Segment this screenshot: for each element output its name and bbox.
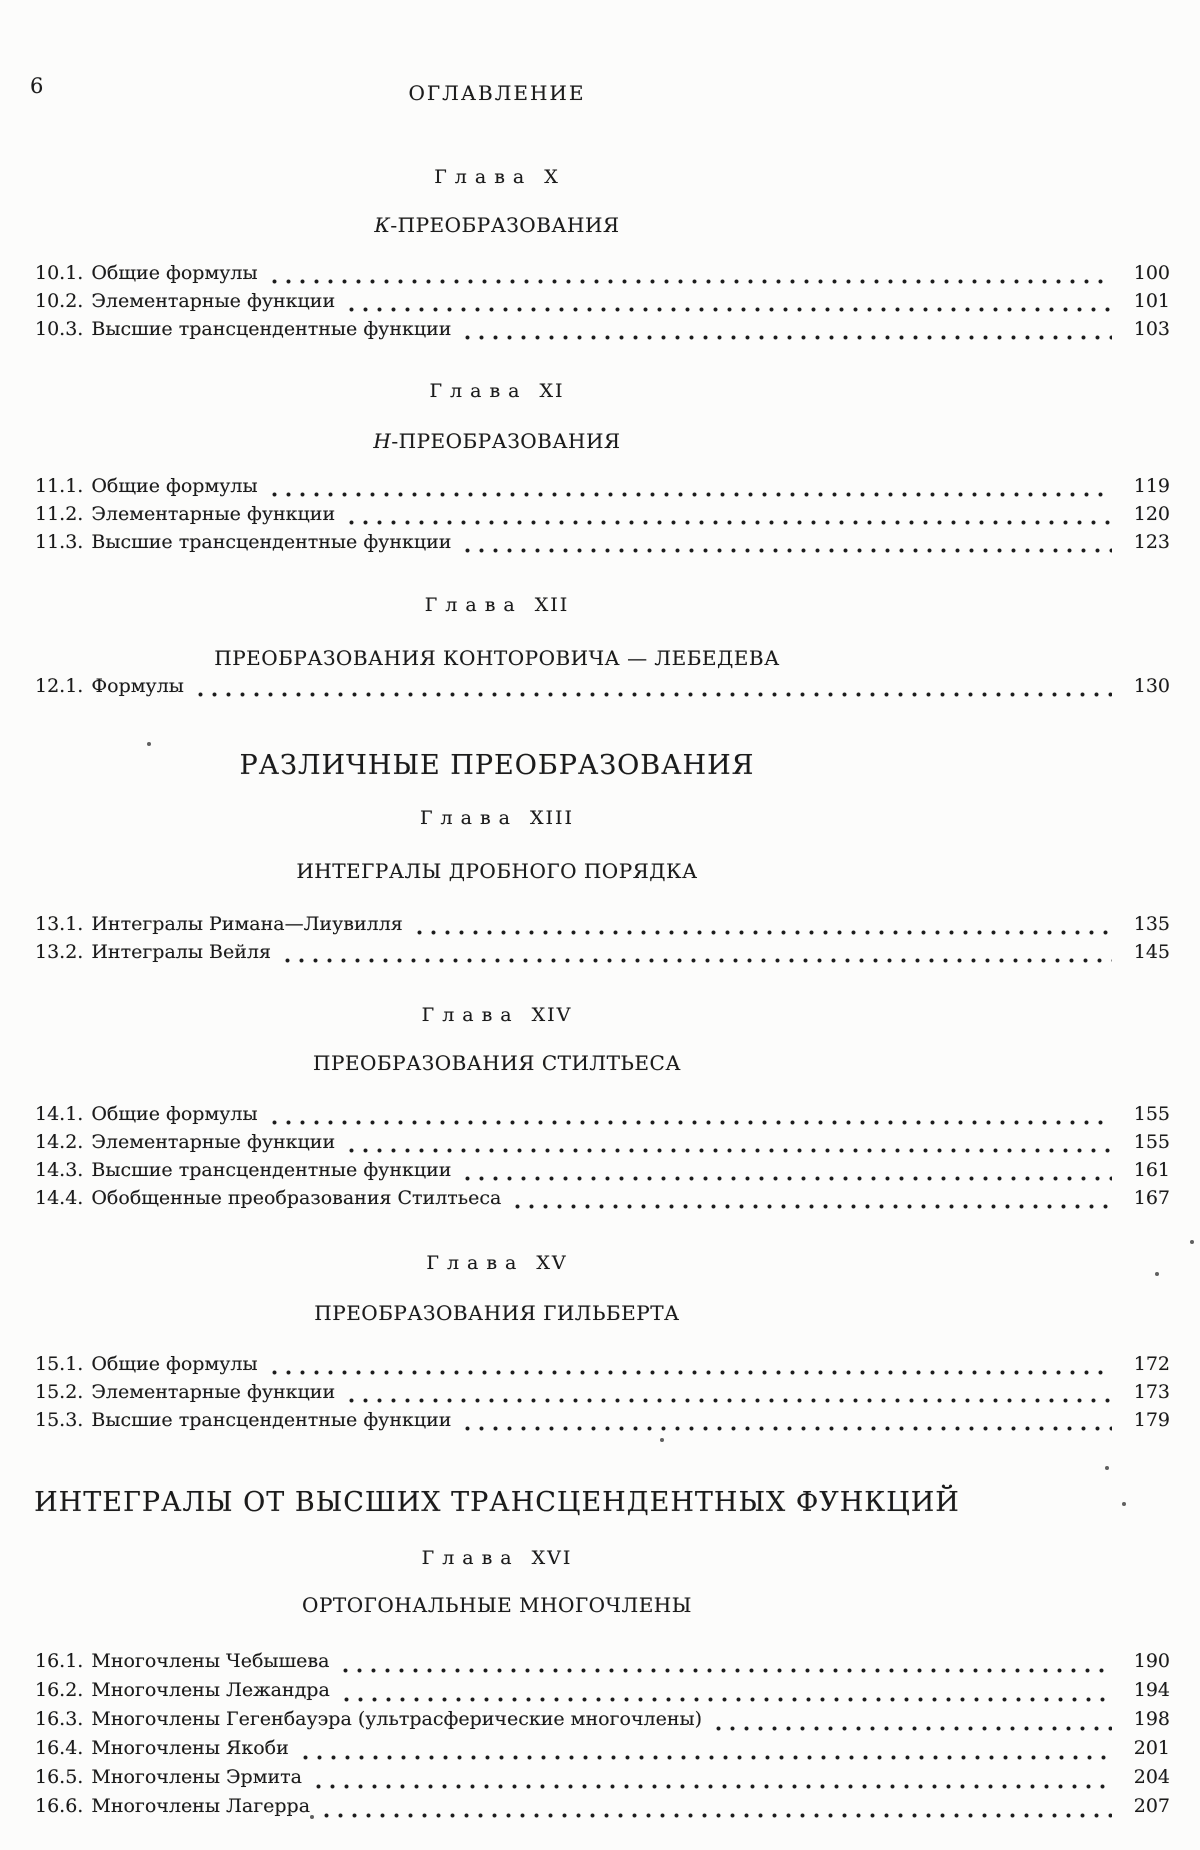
chapter-numeral: XVI <box>531 1547 573 1569</box>
entry-number: 14.4. <box>35 1187 84 1209</box>
toc-entry <box>35 318 1170 346</box>
dot-leader <box>272 492 1112 497</box>
part-title: РАЗЛИЧНЫЕ ПРЕОБРАЗОВАНИЯ <box>239 750 755 781</box>
toc-entry <box>35 1766 1170 1795</box>
entry-number: 16.3. <box>35 1708 84 1730</box>
toc-entry <box>35 1381 1170 1409</box>
entry-page: 194 <box>1133 1679 1170 1701</box>
chapter-heading <box>0 164 994 190</box>
scan-speck <box>1155 1272 1159 1276</box>
dot-leader <box>465 335 1112 340</box>
dot-leader <box>344 1697 1112 1702</box>
chapter-title: Н-ПРЕОБРАЗОВАНИЯ <box>373 429 621 453</box>
dot-leader <box>465 548 1112 553</box>
entry-number: 14.1. <box>35 1103 84 1125</box>
entry-title: Интегралы Римана—Лиувилля <box>91 913 403 935</box>
entry-title: Высшие трансцендентные функции <box>91 318 452 340</box>
entry-group <box>35 475 1170 559</box>
scan-speck <box>1190 1240 1194 1244</box>
entry-number: 11.2. <box>35 503 84 525</box>
entry-title: Элементарные функции <box>91 290 336 312</box>
entry-page: 161 <box>1133 1159 1170 1181</box>
dot-leader <box>349 1398 1112 1403</box>
dot-leader <box>285 958 1112 963</box>
entry-number: 16.4. <box>35 1737 84 1759</box>
dot-leader <box>465 1426 1112 1431</box>
chapter-numeral: XIII <box>529 807 575 829</box>
chapter-numeral: X <box>544 166 560 188</box>
dot-leader <box>198 692 1112 697</box>
toc-entry <box>35 941 1170 969</box>
entry-group <box>35 1103 1170 1215</box>
entry-title: Многочлены Лежандра <box>91 1679 330 1701</box>
entry-number: 11.1. <box>35 475 84 497</box>
entry-page: 100 <box>1133 262 1170 284</box>
chapter-label: Глава <box>421 1547 520 1569</box>
entry-page: 179 <box>1133 1409 1170 1431</box>
entry-title: Обобщенные преобразования Стилтьеса <box>91 1187 502 1209</box>
entry-title: Многочлены Лагерра <box>91 1795 311 1817</box>
entry-title: Многочлены Эрмита <box>91 1766 302 1788</box>
entry-number: 10.1. <box>35 262 84 284</box>
chapter-heading <box>0 592 994 618</box>
entry-number: 14.3. <box>35 1159 84 1181</box>
toc-entry <box>35 913 1170 941</box>
entry-page: 119 <box>1133 475 1170 497</box>
entry-number: 15.3. <box>35 1409 84 1431</box>
entry-title: Интегралы Вейля <box>91 941 271 963</box>
entry-group <box>35 1650 1170 1824</box>
dot-leader <box>272 279 1112 284</box>
entry-title: Многочлены Гегенбауэра (ультрасферические многочлены) <box>91 1708 703 1730</box>
toc-entry <box>35 1650 1170 1679</box>
scan-speck <box>1122 1502 1126 1506</box>
chapter-label: Глава <box>429 380 528 402</box>
entry-number: 10.3. <box>35 318 84 340</box>
dot-leader <box>349 307 1112 312</box>
entry-group <box>35 1353 1170 1437</box>
dot-leader <box>303 1755 1112 1760</box>
entry-page: 207 <box>1133 1795 1170 1817</box>
entry-group <box>35 913 1170 969</box>
scan-speck <box>310 1815 314 1819</box>
dot-leader <box>349 520 1112 525</box>
chapter-title: К-ПРЕОБРАЗОВАНИЯ <box>374 213 620 237</box>
chapter-numeral: XII <box>534 594 570 616</box>
chapter-label: Глава <box>424 594 523 616</box>
entry-title: Элементарные функции <box>91 1381 336 1403</box>
entry-number: 11.3. <box>35 531 84 553</box>
chapter-label: Глава <box>426 1252 525 1274</box>
entry-title: Высшие трансцендентные функции <box>91 531 452 553</box>
entry-title: Многочлены Чебышева <box>91 1650 330 1672</box>
entry-number: 13.2. <box>35 941 84 963</box>
entry-number: 14.2. <box>35 1131 84 1153</box>
entry-page: 167 <box>1133 1187 1170 1209</box>
entry-page: 201 <box>1133 1737 1170 1759</box>
entry-number: 10.2. <box>35 290 84 312</box>
dot-leader <box>316 1784 1112 1789</box>
entry-page: 135 <box>1133 913 1170 935</box>
toc-entry <box>35 1795 1170 1824</box>
scan-speck <box>147 742 151 746</box>
chapter-title: ПРЕОБРАЗОВАНИЯ ГИЛЬБЕРТА <box>314 1301 680 1325</box>
chapter-heading <box>0 1545 994 1571</box>
entry-page: 145 <box>1133 941 1170 963</box>
chapter-title: ИНТЕГРАЛЫ ДРОБНОГО ПОРЯДКА <box>296 859 698 883</box>
toc-entry <box>35 1679 1170 1708</box>
toc-entry <box>35 675 1170 703</box>
toc-entry <box>35 475 1170 503</box>
toc-entry <box>35 290 1170 318</box>
part-title: ИНТЕГРАЛЫ ОТ ВЫСШИХ ТРАНСЦЕНДЕНТНЫХ ФУНКЦИЙ <box>34 1487 960 1518</box>
entry-title: Высшие трансцендентные функции <box>91 1159 452 1181</box>
dot-leader <box>349 1148 1112 1153</box>
entry-page: 155 <box>1133 1131 1170 1153</box>
toc-entry <box>35 503 1170 531</box>
chapter-label: Глава <box>421 1004 520 1026</box>
toc-entry <box>35 1131 1170 1159</box>
entry-title: Формулы <box>91 675 184 697</box>
entry-page: 204 <box>1133 1766 1170 1788</box>
page-number: 6 <box>30 74 44 98</box>
toc-entry <box>35 531 1170 559</box>
chapter-numeral: XIV <box>531 1004 573 1026</box>
entry-title: Общие формулы <box>91 1353 258 1375</box>
entry-page: 130 <box>1133 675 1170 697</box>
dot-leader <box>324 1813 1112 1818</box>
scan-speck <box>660 1438 664 1442</box>
toc-entry <box>35 262 1170 290</box>
entry-group <box>35 675 1170 703</box>
toc-entry <box>35 1409 1170 1437</box>
chapter-heading <box>0 1250 994 1276</box>
entry-number: 16.2. <box>35 1679 84 1701</box>
chapter-title: ПРЕОБРАЗОВАНИЯ СТИЛТЬЕСА <box>313 1051 681 1075</box>
entry-number: 15.2. <box>35 1381 84 1403</box>
toc-entry <box>35 1103 1170 1131</box>
chapter-title: ОРТОГОНАЛЬНЫЕ МНОГОЧЛЕНЫ <box>302 1593 692 1617</box>
dot-leader <box>465 1176 1112 1181</box>
entry-title: Элементарные функции <box>91 1131 336 1153</box>
dot-leader <box>716 1726 1112 1731</box>
entry-title: Элементарные функции <box>91 503 336 525</box>
entry-page: 172 <box>1133 1353 1170 1375</box>
entry-number: 16.1. <box>35 1650 84 1672</box>
running-head: ОГЛАВЛЕНИЕ <box>408 81 586 105</box>
chapter-numeral: XV <box>536 1252 568 1274</box>
entry-number: 15.1. <box>35 1353 84 1375</box>
chapter-label: Глава <box>419 807 518 829</box>
entry-page: 103 <box>1133 318 1170 340</box>
toc-entry <box>35 1708 1170 1737</box>
entry-page: 173 <box>1133 1381 1170 1403</box>
entry-title: Многочлены Якоби <box>91 1737 289 1759</box>
chapter-heading <box>0 378 994 404</box>
chapter-label: Глава <box>434 166 533 188</box>
toc-entry <box>35 1353 1170 1381</box>
chapter-heading <box>0 1002 994 1028</box>
entry-page: 198 <box>1133 1708 1170 1730</box>
entry-page: 120 <box>1133 503 1170 525</box>
toc-entry <box>35 1737 1170 1766</box>
scan-speck <box>1105 1466 1109 1470</box>
entry-title: Общие формулы <box>91 475 258 497</box>
dot-leader <box>343 1668 1112 1673</box>
entry-number: 13.1. <box>35 913 84 935</box>
entry-number: 16.6. <box>35 1795 84 1817</box>
dot-leader <box>515 1204 1112 1209</box>
entry-number: 12.1. <box>35 675 84 697</box>
toc-entry <box>35 1187 1170 1215</box>
entry-page: 190 <box>1133 1650 1170 1672</box>
entry-number: 16.5. <box>35 1766 84 1788</box>
entry-title: Общие формулы <box>91 1103 258 1125</box>
entry-page: 101 <box>1133 290 1170 312</box>
chapter-numeral: XI <box>539 380 565 402</box>
dot-leader <box>272 1370 1112 1375</box>
toc-entry <box>35 1159 1170 1187</box>
entry-title: Высшие трансцендентные функции <box>91 1409 452 1431</box>
entry-page: 123 <box>1133 531 1170 553</box>
dot-leader <box>417 930 1112 935</box>
chapter-title: ПРЕОБРАЗОВАНИЯ КОНТОРОВИЧА — ЛЕБЕДЕВА <box>214 646 780 670</box>
chapter-heading <box>0 805 994 831</box>
entry-page: 155 <box>1133 1103 1170 1125</box>
dot-leader <box>272 1120 1112 1125</box>
entry-group <box>35 262 1170 346</box>
entry-title: Общие формулы <box>91 262 258 284</box>
